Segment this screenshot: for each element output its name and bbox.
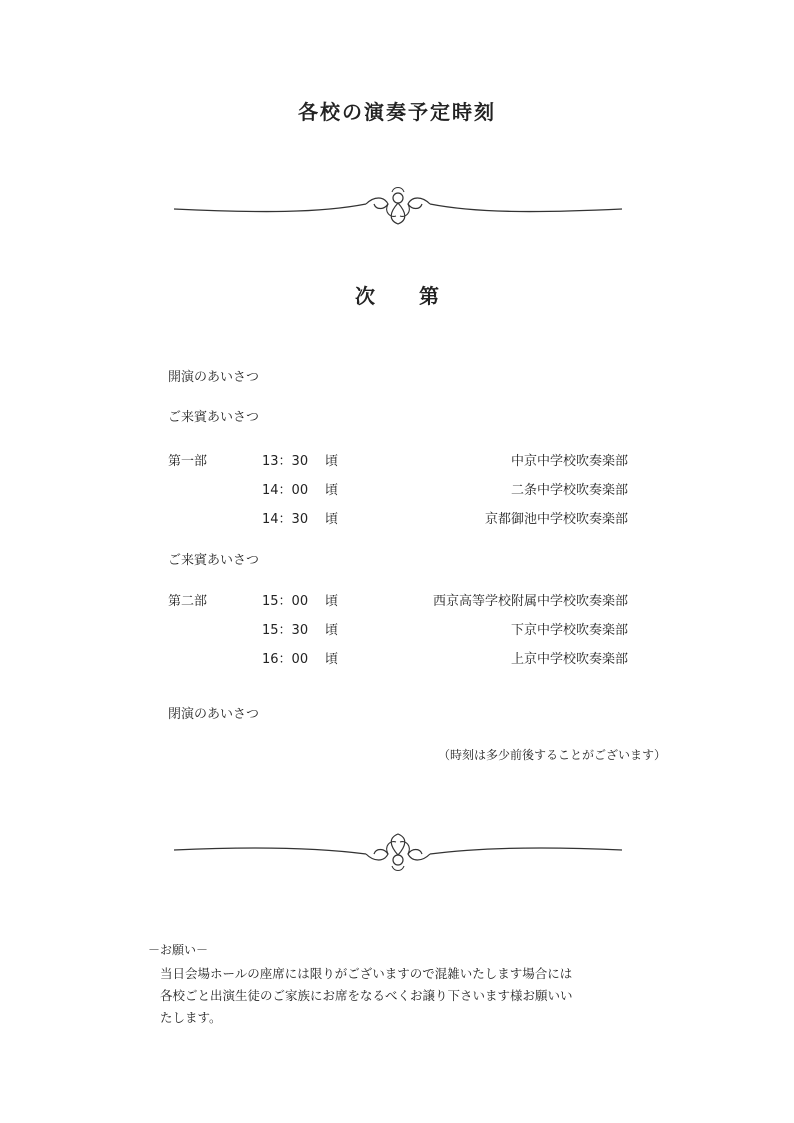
- schedule-time: 13：30: [262, 454, 309, 469]
- part1-label: 第一部: [168, 454, 208, 469]
- schedule-time: 14：30: [262, 512, 309, 527]
- schedule-school: 下京中学校吹奏楽部: [510, 623, 628, 638]
- schedule-time: 15：00: [262, 594, 309, 609]
- schedule-time: 15：30: [262, 623, 309, 638]
- page-title: 各校の演奏予定時刻: [298, 100, 496, 124]
- part2-label: 第二部: [168, 594, 208, 609]
- guest-greeting-2: ご来賓あいさつ: [168, 553, 260, 568]
- schedule-approx: 頃: [325, 454, 339, 469]
- schedule-approx: 頃: [325, 594, 339, 609]
- request-line: 各校ごと出演生徒のご家族にお席をなるべくお譲り下さいます様お願いい: [160, 988, 573, 1003]
- opening-greeting: 開演のあいさつ: [168, 370, 260, 385]
- schedule-school: 上京中学校吹奏楽部: [510, 652, 628, 667]
- request-line: 当日会場ホールの座席には限りがございますので混雑いたします場合には: [160, 966, 573, 981]
- schedule-approx: 頃: [325, 652, 339, 667]
- schedule-approx: 頃: [325, 623, 339, 638]
- time-note: （時刻は多少前後することがございます）: [437, 748, 666, 762]
- schedule-approx: 頃: [325, 483, 339, 498]
- schedule-approx: 頃: [325, 512, 339, 527]
- guest-greeting-1: ご来賓あいさつ: [168, 410, 260, 425]
- schedule-time: 16：00: [262, 652, 309, 667]
- schedule-school: 中京中学校吹奏楽部: [510, 454, 628, 469]
- bottom-ornament-divider: [170, 826, 626, 876]
- top-ornament-divider: [170, 182, 626, 232]
- request-line: たします。: [160, 1010, 222, 1025]
- schedule-school: 西京高等学校附属中学校吹奏楽部: [432, 594, 628, 609]
- schedule-school: 二条中学校吹奏楽部: [510, 483, 628, 498]
- schedule-time: 14：00: [262, 483, 309, 498]
- closing-greeting: 閉演のあいさつ: [168, 707, 260, 722]
- schedule-school: 京都御池中学校吹奏楽部: [484, 512, 628, 527]
- request-body: [160, 963, 660, 1029]
- section-heading: 次第: [355, 284, 483, 308]
- request-heading: －お願い－: [148, 943, 209, 957]
